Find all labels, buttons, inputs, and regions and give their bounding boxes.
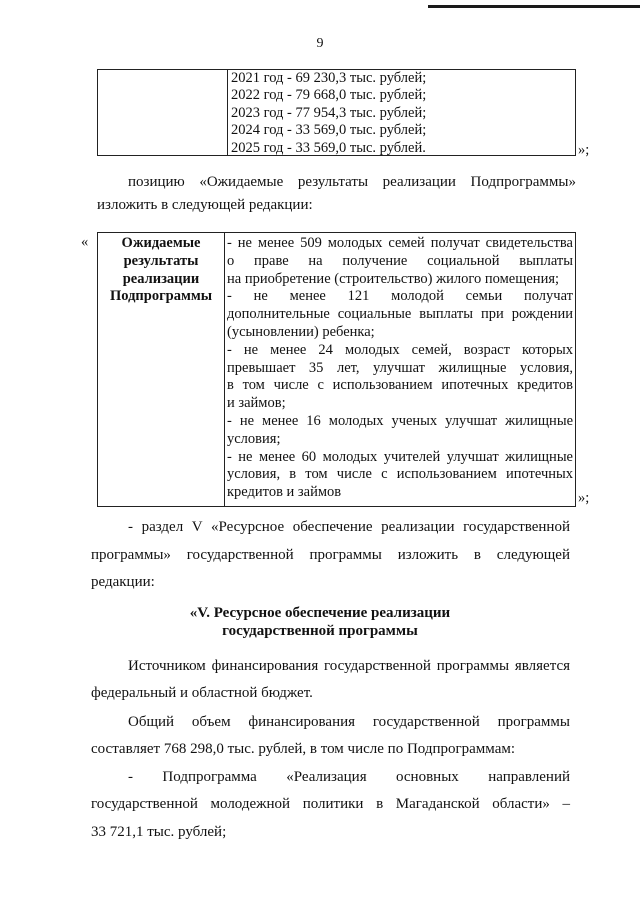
position-paragraph-line-2: изложить в следующей редакции: bbox=[97, 197, 313, 213]
top-border-line bbox=[428, 5, 640, 8]
source-paragraph-line-1: Источником финансирования государственной программы является bbox=[128, 658, 570, 674]
results-line: превышает 35 лет, улучшат жилищные условия, bbox=[227, 359, 573, 376]
results-line: кредитов и займов bbox=[227, 484, 342, 501]
funding-line-2024: 2024 год - 33 569,0 тыс. рублей; bbox=[231, 122, 427, 139]
section-paragraph-line-1: - раздел V «Ресурсное обеспечение реализации государственной bbox=[128, 519, 570, 535]
results-line: на приобретение (строительство) жилого помещения; bbox=[227, 270, 560, 287]
results-line: - не менее 60 молодых учителей улучшат жилищные bbox=[227, 448, 573, 465]
subprogram-paragraph-line-3: 33 721,1 тыс. рублей; bbox=[91, 824, 227, 840]
results-header-line: результаты bbox=[123, 252, 199, 269]
total-paragraph-line-1: Общий объем финансирования государственной программы bbox=[128, 714, 570, 730]
position-paragraph-line-1: позицию «Ожидаемые результаты реализации Подпрограммы» bbox=[128, 174, 576, 190]
funding-table-closing-mark: »; bbox=[578, 142, 590, 158]
results-line: и займов; bbox=[227, 395, 286, 412]
results-table-closing-mark: »; bbox=[578, 490, 590, 506]
funding-line-2022: 2022 год - 79 668,0 тыс. рублей; bbox=[231, 87, 427, 104]
results-line: - не менее 121 молодой семьи получат bbox=[227, 288, 573, 305]
funding-line-2025: 2025 год - 33 569,0 тыс. рублей. bbox=[231, 139, 426, 156]
funding-line-2023: 2023 год - 77 954,3 тыс. рублей; bbox=[231, 104, 427, 121]
section-paragraph-line-2: программы» государственной программы изложить в следующей bbox=[91, 547, 570, 563]
results-table-content-cell bbox=[225, 233, 575, 506]
results-line: дополнительные социальные выплаты при рождении bbox=[227, 306, 573, 323]
funding-line-2021: 2021 год - 69 230,3 тыс. рублей; bbox=[231, 70, 427, 86]
subprogram-paragraph-line-1: - Подпрограмма «Реализация основных направлений bbox=[128, 769, 570, 785]
results-line: о праве на получение социальной выплаты bbox=[227, 252, 573, 269]
results-table-header-cell bbox=[98, 233, 225, 506]
funding-table bbox=[97, 69, 576, 156]
source-paragraph-line-2: федеральный и областной бюджет. bbox=[91, 685, 313, 701]
section-heading-line-1: «V. Ресурсное обеспечение реализации bbox=[189, 605, 451, 621]
section-paragraph-line-3: редакции: bbox=[91, 574, 155, 590]
results-line: условия; bbox=[227, 430, 281, 447]
results-header-line: Подпрограммы bbox=[109, 288, 213, 305]
results-line: условия, в том числе с использованием ипотечных bbox=[227, 466, 573, 483]
results-line: - не менее 24 молодых семей, возраст которых bbox=[227, 341, 573, 358]
funding-table-right-cell bbox=[228, 70, 575, 155]
funding-table-left-cell bbox=[98, 70, 228, 155]
section-heading-line-2: государственной программы bbox=[222, 623, 418, 639]
results-table-opening-mark: « bbox=[81, 234, 89, 250]
results-line: - не менее 509 молодых семей получат свидетельства bbox=[227, 235, 573, 251]
results-table bbox=[97, 232, 576, 507]
page-number: 9 bbox=[316, 36, 324, 51]
results-line: (усыновлении) ребенка; bbox=[227, 323, 375, 340]
results-header-line: реализации bbox=[122, 270, 200, 287]
results-line: - не менее 16 молодых ученых улучшат жилищные bbox=[227, 412, 573, 429]
section-heading bbox=[0, 604, 640, 640]
subprogram-paragraph-line-2: государственной молодежной политики в Магаданской области» – bbox=[91, 796, 570, 812]
results-line: в том числе с использованием ипотечных кредитов bbox=[227, 377, 573, 394]
total-paragraph-line-2: составляет 768 298,0 тыс. рублей, в том числе по Подпрограммам: bbox=[91, 741, 516, 757]
results-header-line: Ожидаемые bbox=[121, 235, 201, 251]
